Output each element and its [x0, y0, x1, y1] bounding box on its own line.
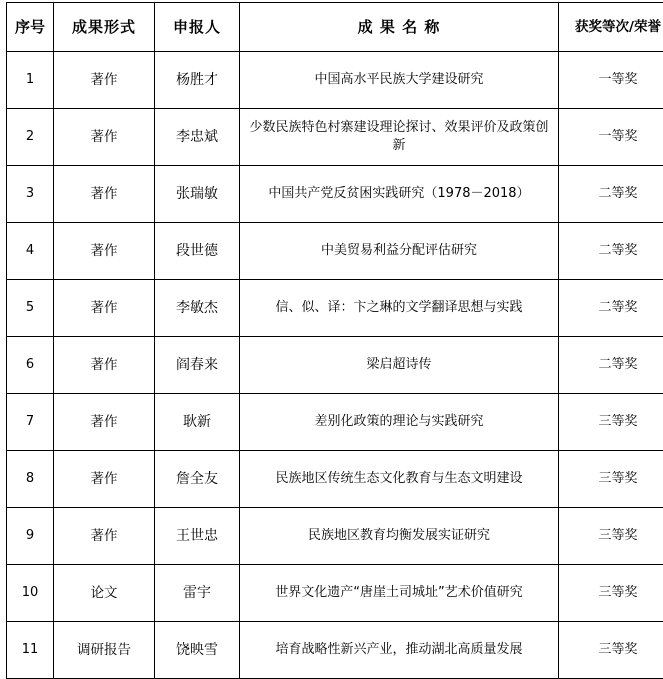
cell-person: 张瑞敏 — [155, 166, 240, 223]
cell-award: 一等奖 — [559, 109, 663, 166]
cell-seq: 8 — [7, 451, 54, 508]
cell-seq: 6 — [7, 337, 54, 394]
table-row — [7, 52, 663, 109]
table-row — [7, 166, 663, 223]
cell-title: 信、似、译：卞之琳的文学翻译思想与实践 — [240, 280, 559, 337]
cell-person: 雷宇 — [155, 565, 240, 622]
cell-form: 著作 — [54, 52, 155, 109]
table-row — [7, 337, 663, 394]
cell-award: 三等奖 — [559, 508, 663, 565]
cell-form: 调研报告 — [54, 622, 155, 679]
column-header-title: 成 果 名 称 — [240, 3, 559, 52]
cell-seq: 5 — [7, 280, 54, 337]
cell-award: 三等奖 — [559, 565, 663, 622]
cell-form: 论文 — [54, 565, 155, 622]
cell-seq: 10 — [7, 565, 54, 622]
cell-form: 著作 — [54, 394, 155, 451]
table-body — [7, 52, 663, 679]
cell-seq: 4 — [7, 223, 54, 280]
cell-person: 王世忠 — [155, 508, 240, 565]
cell-title: 民族地区教育均衡发展实证研究 — [240, 508, 559, 565]
table-row — [7, 451, 663, 508]
cell-award: 二等奖 — [559, 166, 663, 223]
cell-form: 著作 — [54, 451, 155, 508]
cell-title: 世界文化遗产“唐崖土司城址”艺术价值研究 — [240, 565, 559, 622]
table-header — [7, 3, 663, 52]
cell-award: 二等奖 — [559, 280, 663, 337]
cell-title: 少数民族特色村寨建设理论探讨、效果评价及政策创新 — [240, 109, 559, 166]
cell-person: 杨胜才 — [155, 52, 240, 109]
cell-form: 著作 — [54, 337, 155, 394]
cell-title: 民族地区传统生态文化教育与生态文明建设 — [240, 451, 559, 508]
table-row — [7, 565, 663, 622]
cell-person: 詹全友 — [155, 451, 240, 508]
column-header-seq: 序号 — [7, 3, 54, 52]
cell-award: 三等奖 — [559, 451, 663, 508]
cell-award: 一等奖 — [559, 52, 663, 109]
cell-title: 中国高水平民族大学建设研究 — [240, 52, 559, 109]
cell-award: 三等奖 — [559, 394, 663, 451]
cell-award: 三等奖 — [559, 622, 663, 679]
cell-title: 培育战略性新兴产业，推动湖北高质量发展 — [240, 622, 559, 679]
cell-title: 梁启超诗传 — [240, 337, 559, 394]
table-row — [7, 394, 663, 451]
table-row — [7, 223, 663, 280]
cell-seq: 2 — [7, 109, 54, 166]
cell-form: 著作 — [54, 223, 155, 280]
cell-seq: 9 — [7, 508, 54, 565]
cell-person: 李忠斌 — [155, 109, 240, 166]
cell-title: 差别化政策的理论与实践研究 — [240, 394, 559, 451]
column-header-award: 获奖等次/荣誉 — [559, 3, 663, 52]
cell-award: 二等奖 — [559, 337, 663, 394]
cell-person: 阎春来 — [155, 337, 240, 394]
table-row — [7, 622, 663, 679]
cell-title: 中国共产党反贫困实践研究（1978－2018） — [240, 166, 559, 223]
table-row — [7, 508, 663, 565]
table-row — [7, 280, 663, 337]
column-header-person: 申报人 — [155, 3, 240, 52]
cell-seq: 1 — [7, 52, 54, 109]
cell-person: 段世德 — [155, 223, 240, 280]
table-header-row — [7, 3, 663, 52]
cell-person: 李敏杰 — [155, 280, 240, 337]
cell-seq: 3 — [7, 166, 54, 223]
table-row — [7, 109, 663, 166]
cell-form: 著作 — [54, 166, 155, 223]
cell-person: 耿新 — [155, 394, 240, 451]
cell-title: 中美贸易利益分配评估研究 — [240, 223, 559, 280]
cell-form: 著作 — [54, 280, 155, 337]
cell-seq: 7 — [7, 394, 54, 451]
cell-seq: 11 — [7, 622, 54, 679]
cell-form: 著作 — [54, 109, 155, 166]
column-header-form: 成果形式 — [54, 3, 155, 52]
cell-award: 二等奖 — [559, 223, 663, 280]
award-results-table — [6, 2, 663, 679]
cell-person: 饶映雪 — [155, 622, 240, 679]
cell-form: 著作 — [54, 508, 155, 565]
